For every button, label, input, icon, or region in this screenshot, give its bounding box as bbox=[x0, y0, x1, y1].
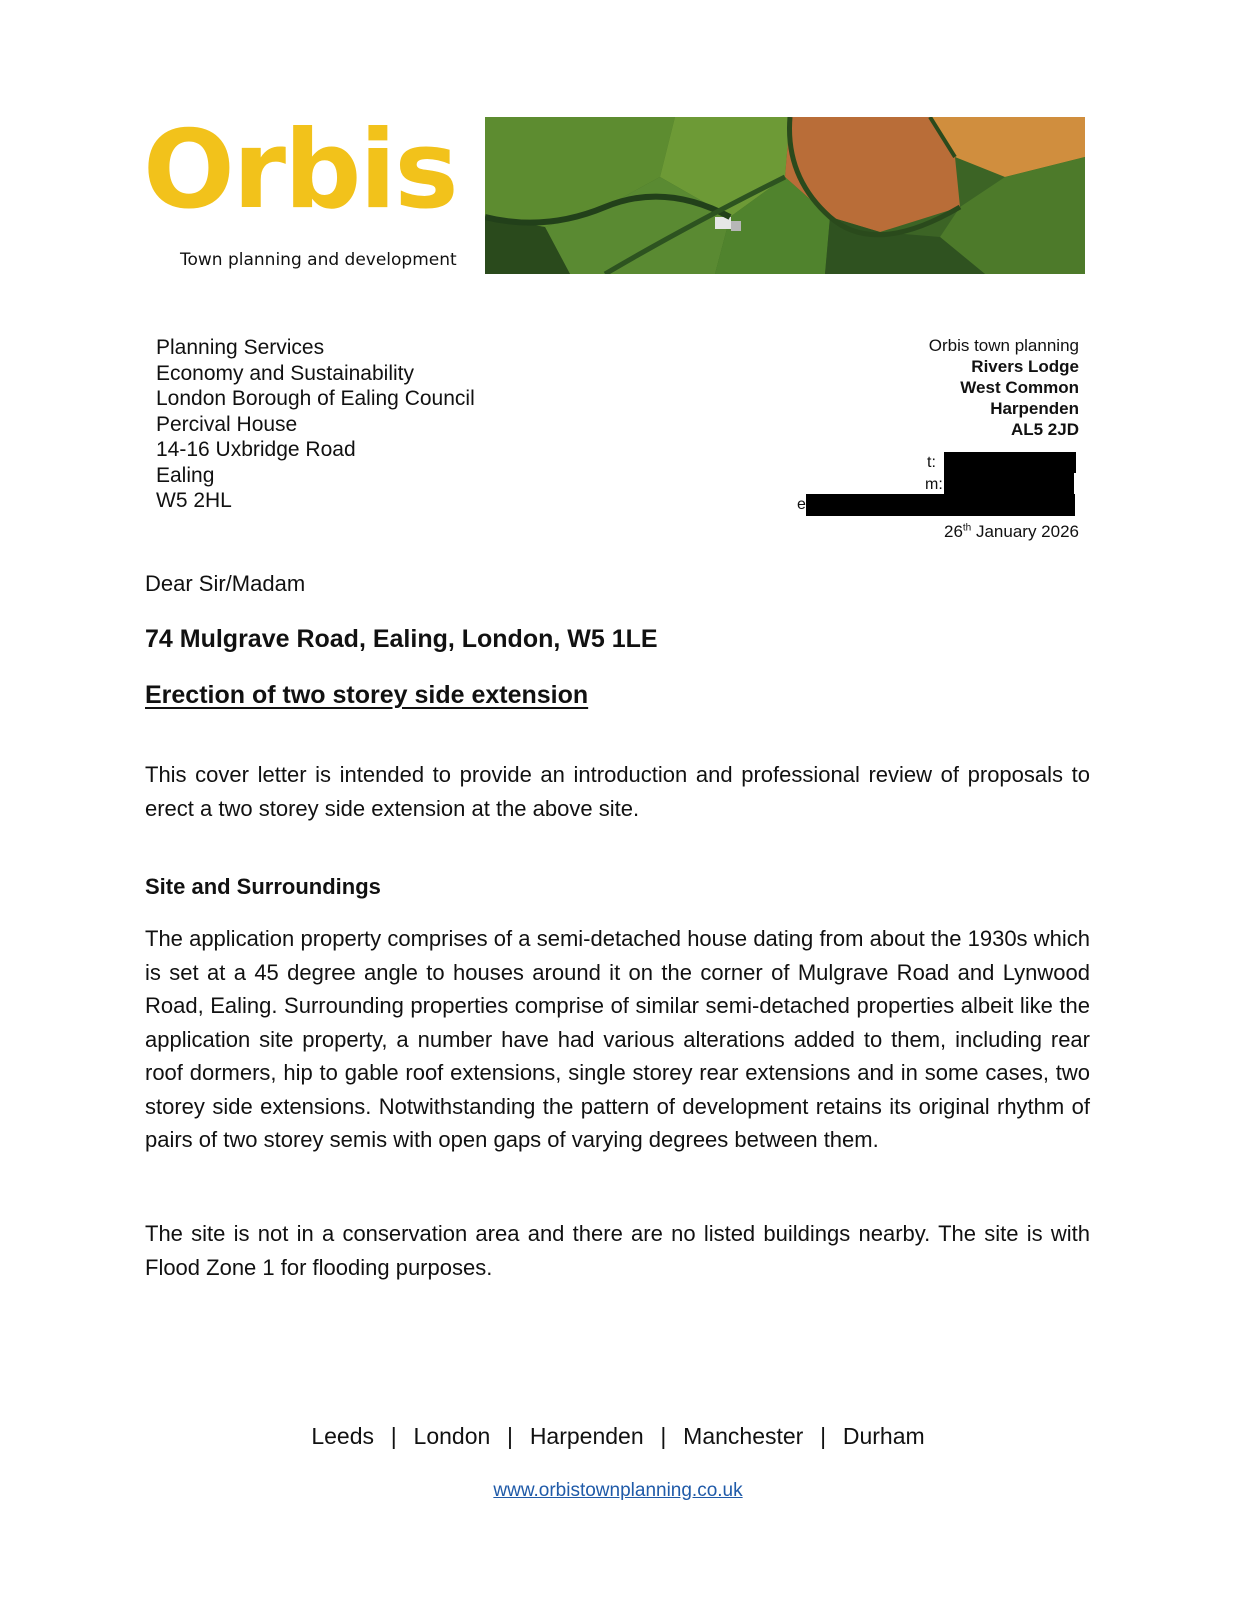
recipient-line: Economy and Sustainability bbox=[156, 361, 414, 385]
recipient-line: London Borough of Ealing Council bbox=[156, 387, 475, 410]
redaction-bar bbox=[944, 473, 1074, 495]
salutation: Dear Sir/Madam bbox=[145, 571, 306, 596]
recipient-address bbox=[156, 335, 475, 514]
tagline: Town planning and development bbox=[180, 250, 457, 270]
redaction-bar bbox=[944, 452, 1076, 473]
site-address-heading: 74 Mulgrave Road, Ealing, London, W5 1LE bbox=[145, 625, 658, 653]
date-suffix: th bbox=[962, 522, 972, 534]
mobile-label: m: bbox=[925, 476, 943, 493]
recipient-line: Ealing bbox=[156, 463, 215, 487]
footer-website bbox=[0, 1480, 1236, 1502]
phone-label: t: bbox=[927, 454, 936, 471]
date-month-year: January 2026 bbox=[971, 522, 1079, 541]
logo-text: Orbis bbox=[143, 108, 457, 233]
email-label: e bbox=[797, 496, 806, 513]
sender-line: AL5 2JD bbox=[1010, 420, 1079, 439]
date-day: 26 bbox=[943, 522, 963, 541]
subject-heading: Erection of two storey side extension bbox=[145, 681, 589, 709]
website-link[interactable]: www.orbistownplanning.co.uk bbox=[493, 1480, 743, 1501]
sender-address bbox=[779, 335, 1079, 440]
recipient-line: 14-16 Uxbridge Road bbox=[156, 438, 356, 461]
offices-text: Leeds | London | Harpenden | Manchester | Durham bbox=[311, 1423, 925, 1449]
aerial-fields-banner bbox=[485, 117, 1085, 274]
orbis-logo bbox=[143, 108, 457, 233]
sender-line: West Common bbox=[960, 378, 1079, 397]
office-locations bbox=[0, 1423, 1236, 1450]
sender-line: Rivers Lodge bbox=[971, 357, 1079, 376]
recipient-line: Planning Services bbox=[156, 336, 325, 359]
sender-line: Harpenden bbox=[990, 399, 1079, 418]
designation-paragraph: The site is not in a conservation area and there are no listed buildings nearby. The site is with Flood Zone 1 for flooding purposes. bbox=[145, 1221, 1090, 1280]
letter-date bbox=[944, 522, 1079, 542]
site-description-paragraph: The application property comprises of a semi-detached house dating from about the 1930s which is set at a 45 degree angle to houses around it on the corner of Mulgrave Road and Lynwood Road, Ealing. Surrounding properties comprise of similar semi-detached properties albeit like the application site property, a number have had various alterations added to them, including rear roof dormers, hip to gable roof extensions, single storey rear extensions and in some cases, two storey side extensions. Notwithstanding the pattern of development retains its original rhythm of pairs of two storey semis with open gaps of varying degrees between them. bbox=[145, 926, 1090, 1152]
intro-paragraph: This cover letter is intended to provide an introduction and professional review of proposals to erect a two storey side extension at the above site. bbox=[145, 762, 1090, 821]
recipient-line: Percival House bbox=[156, 412, 298, 436]
redaction-bar bbox=[806, 494, 1075, 516]
section-heading: Site and Surroundings bbox=[145, 874, 381, 899]
recipient-line: W5 2HL bbox=[156, 489, 232, 512]
sender-company: Orbis town planning bbox=[928, 336, 1079, 355]
